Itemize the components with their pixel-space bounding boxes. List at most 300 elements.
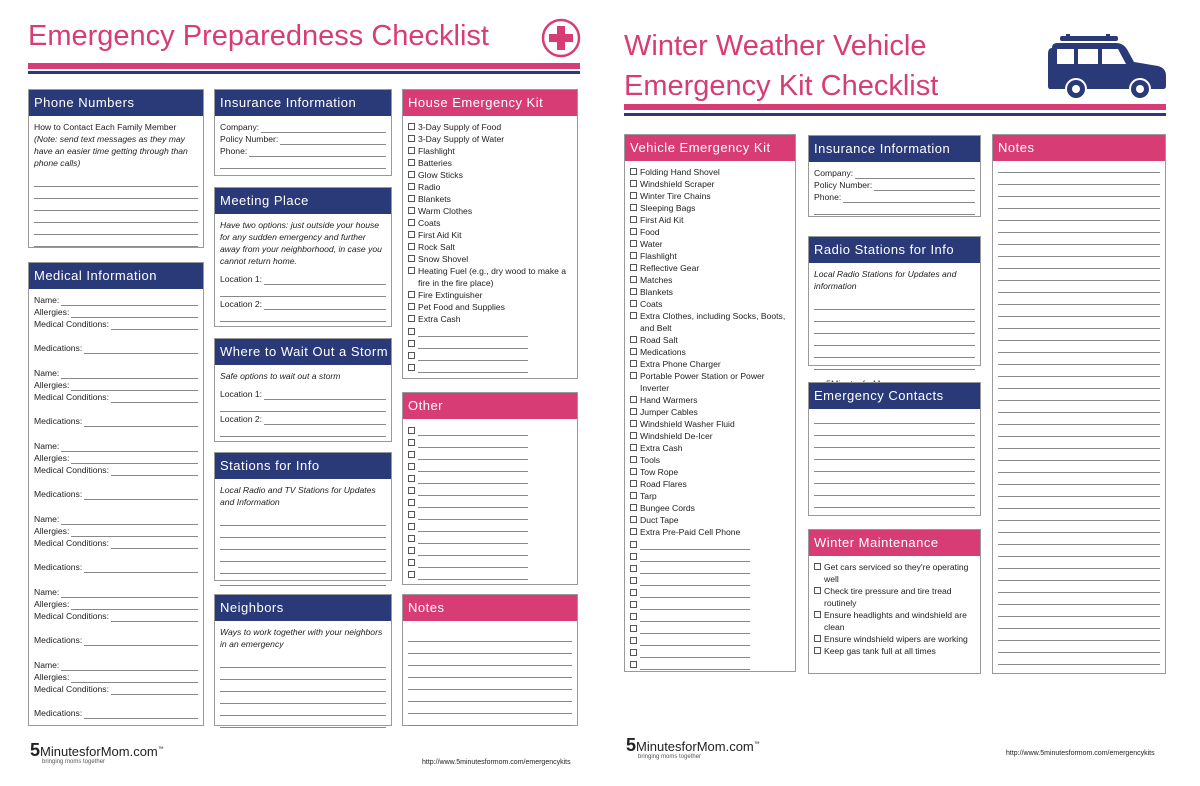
write-line[interactable] xyxy=(418,462,528,472)
left-title-rule-navy xyxy=(28,71,580,74)
meeting-place-box xyxy=(214,187,392,327)
write-line[interactable] xyxy=(61,297,198,306)
checkbox[interactable] xyxy=(814,587,821,594)
write-line[interactable] xyxy=(998,245,1160,257)
write-line[interactable] xyxy=(71,309,198,318)
checkbox[interactable] xyxy=(630,601,637,608)
write-line[interactable] xyxy=(640,588,750,598)
write-line[interactable] xyxy=(220,157,386,169)
write-line[interactable] xyxy=(111,467,198,476)
write-line[interactable] xyxy=(814,298,975,310)
checkbox[interactable] xyxy=(630,396,637,403)
write-line[interactable] xyxy=(998,377,1160,389)
write-line[interactable] xyxy=(220,704,386,716)
write-line[interactable] xyxy=(998,521,1160,533)
write-line[interactable] xyxy=(814,424,975,436)
write-line[interactable] xyxy=(418,558,528,568)
meeting-location-1-field[interactable]: Location 1: xyxy=(220,273,386,285)
write-line[interactable] xyxy=(61,516,198,525)
write-line[interactable] xyxy=(220,550,386,562)
write-line[interactable] xyxy=(418,534,528,544)
checkbox[interactable] xyxy=(408,315,415,322)
write-line[interactable] xyxy=(998,605,1160,617)
write-line[interactable] xyxy=(998,281,1160,293)
checkbox[interactable] xyxy=(408,547,415,554)
write-line[interactable] xyxy=(998,233,1160,245)
checkbox[interactable] xyxy=(408,243,415,250)
write-line[interactable] xyxy=(408,654,572,666)
checkbox[interactable] xyxy=(630,541,637,548)
write-line[interactable] xyxy=(640,624,750,634)
medical-medications-field[interactable] xyxy=(34,634,198,646)
checkbox[interactable] xyxy=(408,499,415,506)
checkbox[interactable] xyxy=(814,635,821,642)
checkbox[interactable] xyxy=(630,565,637,572)
blank-checklist-item xyxy=(408,349,572,361)
write-line[interactable] xyxy=(998,473,1160,485)
write-line[interactable] xyxy=(998,545,1160,557)
checkbox[interactable] xyxy=(630,312,637,319)
write-line[interactable] xyxy=(998,329,1160,341)
write-line[interactable] xyxy=(34,223,198,235)
checkbox[interactable] xyxy=(408,195,415,202)
write-line[interactable] xyxy=(220,514,386,526)
checklist-item-label: Glow Sticks xyxy=(418,170,463,180)
checkbox[interactable] xyxy=(630,625,637,632)
write-line[interactable] xyxy=(71,455,198,464)
checklist-item-label: Coats xyxy=(640,299,663,309)
checkbox[interactable] xyxy=(408,571,415,578)
checkbox[interactable] xyxy=(630,300,637,307)
write-line[interactable] xyxy=(111,321,198,330)
checkbox[interactable] xyxy=(630,577,637,584)
write-line[interactable] xyxy=(640,576,750,586)
medical-allergies-field[interactable] xyxy=(34,598,198,610)
checkbox[interactable] xyxy=(408,147,415,154)
write-line[interactable] xyxy=(408,702,572,714)
write-line[interactable] xyxy=(998,485,1160,497)
checklist-item-label: Water xyxy=(640,239,663,249)
checklist-item-label: Flashlight xyxy=(418,146,455,156)
write-line[interactable] xyxy=(814,346,975,358)
write-line[interactable] xyxy=(34,187,198,199)
right-insurance-phone-field[interactable]: Phone: xyxy=(814,191,975,203)
medical-allergies-field[interactable] xyxy=(34,671,198,683)
write-line[interactable] xyxy=(61,370,198,379)
write-line[interactable] xyxy=(814,448,975,460)
write-line[interactable] xyxy=(220,692,386,704)
checkbox[interactable] xyxy=(408,352,415,359)
checkbox[interactable] xyxy=(408,451,415,458)
checklist-item xyxy=(630,418,790,430)
write-line[interactable] xyxy=(418,438,528,448)
write-line[interactable] xyxy=(998,425,1160,437)
write-line[interactable] xyxy=(111,686,198,695)
checklist-item xyxy=(408,265,572,289)
write-line[interactable] xyxy=(418,474,528,484)
checklist-item-label: Get cars serviced so they're operating well xyxy=(824,562,969,584)
write-line[interactable] xyxy=(220,562,386,574)
checkbox[interactable] xyxy=(630,553,637,560)
checkbox[interactable] xyxy=(408,523,415,530)
phone-numbers-intro: How to Contact Each Family Member xyxy=(34,122,177,132)
medical-medications-field[interactable] xyxy=(34,488,198,500)
checklist-item-label: Extra Phone Charger xyxy=(640,359,721,369)
checkbox[interactable] xyxy=(630,192,637,199)
write-line[interactable] xyxy=(998,209,1160,221)
write-line[interactable] xyxy=(640,648,750,658)
write-line[interactable] xyxy=(998,389,1160,401)
field-label: Name: xyxy=(34,441,60,451)
checklist-item xyxy=(408,157,572,169)
medical-allergies-field[interactable] xyxy=(34,525,198,537)
checkbox[interactable] xyxy=(408,267,415,274)
write-line[interactable] xyxy=(640,540,750,550)
write-line[interactable] xyxy=(220,680,386,692)
write-line[interactable] xyxy=(71,382,198,391)
checkbox[interactable] xyxy=(408,183,415,190)
meeting-location-2-field[interactable]: Location 2: xyxy=(220,298,386,310)
write-line[interactable] xyxy=(998,641,1160,653)
write-line[interactable] xyxy=(640,660,750,670)
write-line[interactable] xyxy=(998,581,1160,593)
write-line[interactable] xyxy=(998,257,1160,269)
checkbox[interactable] xyxy=(630,360,637,367)
write-line[interactable] xyxy=(998,365,1160,377)
write-line[interactable] xyxy=(220,538,386,550)
checkbox[interactable] xyxy=(630,456,637,463)
checkbox[interactable] xyxy=(408,303,415,310)
checkbox[interactable] xyxy=(630,180,637,187)
write-line[interactable] xyxy=(408,714,572,726)
write-line[interactable] xyxy=(220,656,386,668)
checkbox[interactable] xyxy=(408,535,415,542)
write-line[interactable] xyxy=(814,484,975,496)
field-label: Medical Conditions: xyxy=(34,465,109,475)
write-line[interactable] xyxy=(998,413,1160,425)
checklist-item xyxy=(630,274,790,286)
medical-medications-field[interactable] xyxy=(34,707,198,719)
checkbox[interactable] xyxy=(630,649,637,656)
field-label: Name: xyxy=(34,587,60,597)
medical-name-field[interactable] xyxy=(34,513,198,525)
medical-name-field[interactable] xyxy=(34,659,198,671)
checkbox[interactable] xyxy=(408,255,415,262)
write-line[interactable] xyxy=(61,589,198,598)
checkbox[interactable] xyxy=(630,240,637,247)
write-line[interactable] xyxy=(998,461,1160,473)
checkbox[interactable] xyxy=(630,372,637,379)
checkbox[interactable] xyxy=(630,504,637,511)
checkbox[interactable] xyxy=(408,123,415,130)
checkbox[interactable] xyxy=(630,516,637,523)
write-line[interactable] xyxy=(220,526,386,538)
write-line[interactable] xyxy=(84,345,198,354)
write-line[interactable] xyxy=(998,401,1160,413)
left-notes-lines xyxy=(403,621,577,726)
checkbox[interactable] xyxy=(408,135,415,142)
checkbox[interactable] xyxy=(630,589,637,596)
blank-checklist-item xyxy=(408,532,572,544)
neighbors-header: Neighbors xyxy=(215,595,391,621)
checkbox[interactable] xyxy=(408,207,415,214)
checkbox[interactable] xyxy=(630,480,637,487)
checkbox[interactable] xyxy=(408,219,415,226)
write-line[interactable] xyxy=(84,564,198,573)
checkbox[interactable] xyxy=(408,475,415,482)
write-line[interactable] xyxy=(408,678,572,690)
checklist-item xyxy=(630,334,790,346)
right-insurance-company-field[interactable]: Company: xyxy=(814,167,975,179)
write-line[interactable] xyxy=(998,293,1160,305)
write-line[interactable] xyxy=(814,334,975,346)
right-insurance-policy-field[interactable]: Policy Number: xyxy=(814,179,975,191)
checkbox[interactable] xyxy=(630,444,637,451)
medical-conditions-field[interactable] xyxy=(34,464,198,476)
stations-for-info-box xyxy=(214,452,392,581)
write-line[interactable] xyxy=(220,425,386,437)
medical-name-field[interactable] xyxy=(34,440,198,452)
checklist-item xyxy=(408,229,572,241)
write-line[interactable] xyxy=(34,235,198,247)
write-line[interactable] xyxy=(418,363,528,373)
checkbox[interactable] xyxy=(630,168,637,175)
write-line[interactable] xyxy=(998,173,1160,185)
checkbox[interactable] xyxy=(814,563,821,570)
checkbox[interactable] xyxy=(630,228,637,235)
insurance-policy-field[interactable]: Policy Number: xyxy=(220,133,386,145)
medical-medications-field[interactable] xyxy=(34,561,198,573)
blank-checklist-item xyxy=(630,574,790,586)
write-line[interactable] xyxy=(418,522,528,532)
field-label: Medical Conditions: xyxy=(34,319,109,329)
write-line[interactable] xyxy=(408,642,572,654)
checkbox[interactable] xyxy=(630,408,637,415)
write-line[interactable] xyxy=(418,570,528,580)
checkbox[interactable] xyxy=(630,432,637,439)
write-line[interactable] xyxy=(84,418,198,427)
right-footer-url[interactable]: http://www.5minutesformom.com/emergencykits xyxy=(1006,750,1155,757)
write-line[interactable] xyxy=(418,339,528,349)
wait-out-storm-header: Where to Wait Out a Storm xyxy=(215,339,391,365)
medical-allergies-field[interactable] xyxy=(34,379,198,391)
write-line[interactable] xyxy=(640,600,750,610)
write-line[interactable] xyxy=(71,528,198,537)
write-line[interactable] xyxy=(998,161,1160,173)
write-line[interactable] xyxy=(998,353,1160,365)
checkbox[interactable] xyxy=(630,204,637,211)
storm-location-2-field[interactable]: Location 2: xyxy=(220,413,386,425)
checkbox[interactable] xyxy=(630,420,637,427)
checkbox[interactable] xyxy=(814,611,821,618)
write-line[interactable] xyxy=(111,613,198,622)
write-line[interactable] xyxy=(998,629,1160,641)
wait-out-storm-box xyxy=(214,338,392,442)
write-line[interactable] xyxy=(998,653,1160,665)
field-label: Medical Conditions: xyxy=(34,392,109,402)
write-line[interactable] xyxy=(998,437,1160,449)
write-line[interactable] xyxy=(998,593,1160,605)
write-line[interactable] xyxy=(640,612,750,622)
medical-conditions-field[interactable] xyxy=(34,391,198,403)
write-line[interactable] xyxy=(998,533,1160,545)
checkbox[interactable] xyxy=(408,159,415,166)
field-label: Medications: xyxy=(34,562,83,572)
write-line[interactable] xyxy=(220,400,386,412)
checkbox[interactable] xyxy=(408,340,415,347)
checkbox[interactable] xyxy=(408,171,415,178)
checklist-item xyxy=(408,289,572,301)
checkbox[interactable] xyxy=(630,492,637,499)
left-logo: 5MinutesforMom.com™ bringing moms together xyxy=(30,740,164,765)
write-line[interactable] xyxy=(408,630,572,642)
checkbox[interactable] xyxy=(408,328,415,335)
write-line[interactable] xyxy=(418,450,528,460)
medical-conditions-field[interactable] xyxy=(34,318,198,330)
write-line[interactable] xyxy=(34,199,198,211)
medical-medications-field[interactable] xyxy=(34,342,198,354)
write-line[interactable] xyxy=(814,472,975,484)
checklist-item xyxy=(630,370,790,394)
medical-medications-field[interactable] xyxy=(34,415,198,427)
checklist-item xyxy=(408,313,572,325)
checkbox[interactable] xyxy=(408,439,415,446)
checkbox[interactable] xyxy=(408,511,415,518)
write-line[interactable] xyxy=(220,310,386,322)
write-line[interactable] xyxy=(220,285,386,297)
field-label: Allergies: xyxy=(34,672,70,682)
checkbox[interactable] xyxy=(630,613,637,620)
medical-conditions-field[interactable] xyxy=(34,683,198,695)
write-line[interactable] xyxy=(640,564,750,574)
storm-location-1-field[interactable]: Location 1: xyxy=(220,388,386,400)
write-line[interactable] xyxy=(418,486,528,496)
write-line[interactable] xyxy=(998,269,1160,281)
write-line[interactable] xyxy=(998,185,1160,197)
write-line[interactable] xyxy=(814,412,975,424)
checkbox[interactable] xyxy=(630,252,637,259)
write-line[interactable] xyxy=(418,498,528,508)
write-line[interactable] xyxy=(61,443,198,452)
medical-conditions-field[interactable] xyxy=(34,537,198,549)
checklist-item-label: 3-Day Supply of Water xyxy=(418,134,505,144)
insurance-phone-field[interactable]: Phone: xyxy=(220,145,386,157)
write-line[interactable] xyxy=(111,540,198,549)
checklist-item-label: Windshield De-Icer xyxy=(640,431,713,441)
write-line[interactable] xyxy=(640,552,750,562)
write-line[interactable] xyxy=(998,497,1160,509)
checklist-item-label: Radio xyxy=(418,182,441,192)
meeting-place-note: Have two options: just outside your house for any sudden emergency and further away from your neighborhood, in case you cannot return home. xyxy=(220,220,382,266)
checkbox[interactable] xyxy=(408,463,415,470)
write-line[interactable] xyxy=(418,351,528,361)
write-line[interactable] xyxy=(418,426,528,436)
checkbox[interactable] xyxy=(630,528,637,535)
write-line[interactable] xyxy=(408,690,572,702)
medical-name-field[interactable] xyxy=(34,367,198,379)
spacer xyxy=(34,330,198,342)
write-line[interactable] xyxy=(84,637,198,646)
checkbox[interactable] xyxy=(630,468,637,475)
medical-allergies-field[interactable] xyxy=(34,306,198,318)
write-line[interactable] xyxy=(998,449,1160,461)
write-line[interactable] xyxy=(814,203,975,215)
write-line[interactable] xyxy=(418,327,528,337)
checkbox[interactable] xyxy=(630,348,637,355)
checkbox[interactable] xyxy=(408,231,415,238)
write-line[interactable] xyxy=(220,716,386,728)
checkbox[interactable] xyxy=(630,637,637,644)
write-line[interactable] xyxy=(640,636,750,646)
write-line[interactable] xyxy=(814,358,975,370)
write-line[interactable] xyxy=(71,601,198,610)
checkbox[interactable] xyxy=(408,559,415,566)
checklist-item xyxy=(630,406,790,418)
checkbox[interactable] xyxy=(408,487,415,494)
checkbox[interactable] xyxy=(630,216,637,223)
checkbox[interactable] xyxy=(630,336,637,343)
write-line[interactable] xyxy=(61,662,198,671)
checkbox[interactable] xyxy=(630,661,637,668)
blank-checklist-item xyxy=(408,520,572,532)
write-line[interactable] xyxy=(998,569,1160,581)
checkbox[interactable] xyxy=(408,364,415,371)
write-line[interactable] xyxy=(998,221,1160,233)
medical-name-field[interactable] xyxy=(34,586,198,598)
checkbox[interactable] xyxy=(630,276,637,283)
medical-allergies-field[interactable] xyxy=(34,452,198,464)
write-line[interactable] xyxy=(814,310,975,322)
write-line[interactable] xyxy=(998,557,1160,569)
write-line[interactable] xyxy=(814,460,975,472)
write-line[interactable] xyxy=(408,666,572,678)
write-line[interactable] xyxy=(998,305,1160,317)
write-line[interactable] xyxy=(418,546,528,556)
checklist-item xyxy=(630,238,790,250)
checkbox[interactable] xyxy=(814,647,821,654)
checkbox[interactable] xyxy=(630,264,637,271)
write-line[interactable] xyxy=(998,617,1160,629)
medical-conditions-field[interactable] xyxy=(34,610,198,622)
checkbox[interactable] xyxy=(408,291,415,298)
checklist-item xyxy=(408,205,572,217)
write-line[interactable] xyxy=(220,668,386,680)
insurance-company-field[interactable]: Company: xyxy=(220,121,386,133)
medical-name-field[interactable] xyxy=(34,294,198,306)
left-footer-url[interactable]: http://www.5minutesformom.com/emergencykits xyxy=(422,759,571,766)
checklist-item-label: Windshield Washer Fluid xyxy=(640,419,735,429)
write-line[interactable] xyxy=(814,322,975,334)
write-line[interactable] xyxy=(220,574,386,586)
write-line[interactable] xyxy=(71,674,198,683)
write-line[interactable] xyxy=(418,510,528,520)
stations-for-info-note: Local Radio and TV Stations for Updates and Information xyxy=(220,485,376,507)
write-line[interactable] xyxy=(998,509,1160,521)
checkbox[interactable] xyxy=(630,288,637,295)
write-line[interactable] xyxy=(34,175,198,187)
write-line[interactable] xyxy=(814,436,975,448)
write-line[interactable] xyxy=(111,394,198,403)
write-line[interactable] xyxy=(814,496,975,508)
write-line[interactable] xyxy=(34,211,198,223)
checkbox[interactable] xyxy=(408,427,415,434)
write-line[interactable] xyxy=(998,317,1160,329)
write-line[interactable] xyxy=(998,197,1160,209)
write-line[interactable] xyxy=(84,491,198,500)
write-line[interactable] xyxy=(998,341,1160,353)
left-title-rule-pink xyxy=(28,63,580,69)
write-line[interactable] xyxy=(84,710,198,719)
